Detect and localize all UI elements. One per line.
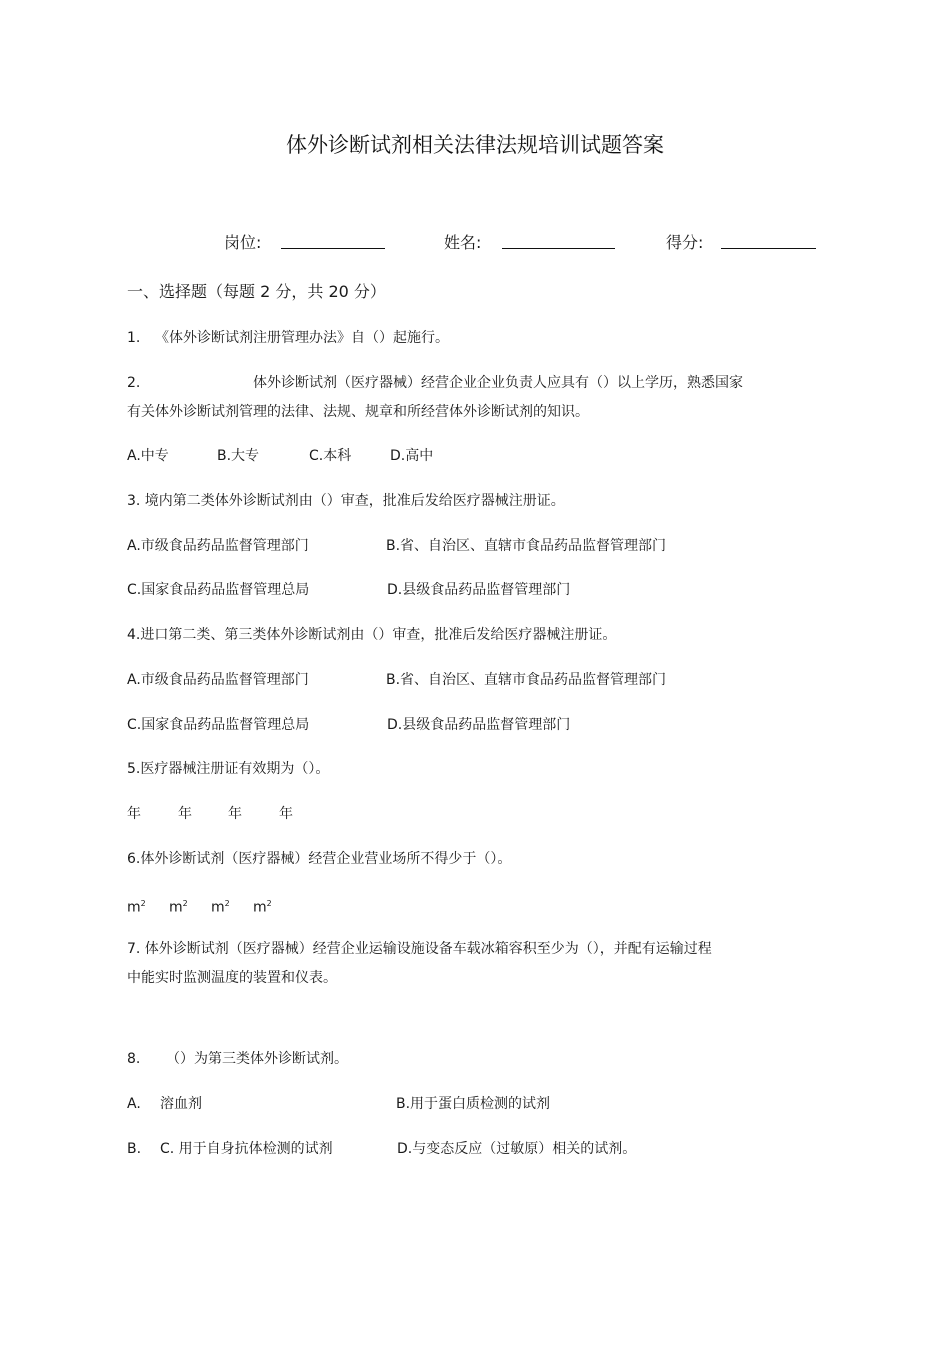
- q6-unit-sup: 2: [140, 899, 146, 908]
- q4-option-c: C.国家食品药品监督管理总局: [127, 717, 310, 733]
- q1-number: 1.: [127, 330, 141, 346]
- q8-option-c: C. 用于自身抗体检测的试剂: [160, 1141, 333, 1157]
- q8-text: （）为第三类体外诊断试剂。: [166, 1051, 348, 1067]
- q1-text: 《体外诊断试剂注册管理办法》自（）起施行。: [155, 330, 449, 346]
- q6-unit-sup: 2: [266, 899, 272, 908]
- q2-option-b: B.大专: [217, 448, 260, 464]
- q6-option-b: [169, 895, 188, 917]
- q6-unit-sup: 2: [224, 899, 230, 908]
- q6-text: 6.体外诊断试剂（医疗器械）经营企业营业场所不得少于（）。: [127, 851, 512, 867]
- q6-unit: m: [127, 899, 141, 916]
- position-blank[interactable]: [281, 248, 385, 249]
- q2-number: 2.: [127, 375, 141, 391]
- q6-option-c: [211, 895, 230, 917]
- q2-text-line2: 有关体外诊断试剂管理的法律、法规、规章和所经营体外诊断试剂的知识。: [127, 404, 589, 420]
- q6-option-d: [253, 895, 272, 917]
- score-blank[interactable]: [721, 248, 816, 249]
- score-label: 得分:: [666, 233, 704, 252]
- q6-option-a: [127, 895, 146, 917]
- q8-option-b: B.用于蛋白质检测的试剂: [396, 1096, 551, 1112]
- q4-option-d: D.县级食品药品监督管理部门: [387, 717, 571, 733]
- q3-option-a: A.市级食品药品监督管理部门: [127, 538, 309, 554]
- section-heading: 一、选择题（每题 2 分，共 20 分）: [127, 282, 386, 301]
- name-blank[interactable]: [502, 248, 615, 249]
- q2-option-a: A.中专: [127, 448, 169, 464]
- q5-option-b: 年: [178, 806, 192, 822]
- q4-option-b: B.省、自治区、直辖市食品药品监督管理部门: [386, 672, 667, 688]
- q3-text: 3. 境内第二类体外诊断试剂由（）审查，批准后发给医疗器械注册证。: [127, 493, 565, 509]
- q5-text: 5.医疗器械注册证有效期为（）。: [127, 761, 330, 777]
- document-title: 体外诊断试剂相关法律法规培训试题答案: [286, 133, 664, 157]
- q6-unit: m: [211, 899, 225, 916]
- q2-option-c: C.本科: [309, 448, 352, 464]
- q5-option-a: 年: [127, 806, 141, 822]
- q2-text-line1: 体外诊断试剂（医疗器械）经营企业企业负责人应具有（）以上学历，熟悉国家: [253, 375, 743, 391]
- q4-option-a: A.市级食品药品监督管理部门: [127, 672, 309, 688]
- q8-option-a-label: A.: [127, 1096, 141, 1112]
- q6-unit-sup: 2: [182, 899, 188, 908]
- q8-option-d: D.与变态反应（过敏原）相关的试剂。: [397, 1141, 637, 1157]
- q7-text-line2: 中能实时监测温度的装置和仪表。: [127, 970, 337, 986]
- q2-option-d: D.高中: [390, 448, 434, 464]
- q3-option-c: C.国家食品药品监督管理总局: [127, 582, 310, 598]
- q7-text-line1: 7. 体外诊断试剂（医疗器械）经营企业运输设施设备车载冰箱容积至少为（），并配有运输过程: [127, 941, 712, 957]
- q5-option-d: 年: [279, 806, 293, 822]
- q6-unit: m: [169, 899, 183, 916]
- q8-option-a: 溶血剂: [160, 1096, 202, 1112]
- name-label: 姓名:: [444, 233, 482, 252]
- q3-option-d: D.县级食品药品监督管理部门: [387, 582, 571, 598]
- q3-option-b: B.省、自治区、直辖市食品药品监督管理部门: [386, 538, 667, 554]
- q5-option-c: 年: [228, 806, 242, 822]
- q4-text: 4.进口第二类、第三类体外诊断试剂由（）审查，批准后发给医疗器械注册证。: [127, 627, 617, 643]
- q8-option-b-label: B.: [127, 1141, 142, 1157]
- q8-number: 8.: [127, 1051, 141, 1067]
- position-label: 岗位:: [224, 233, 262, 252]
- q6-unit: m: [253, 899, 267, 916]
